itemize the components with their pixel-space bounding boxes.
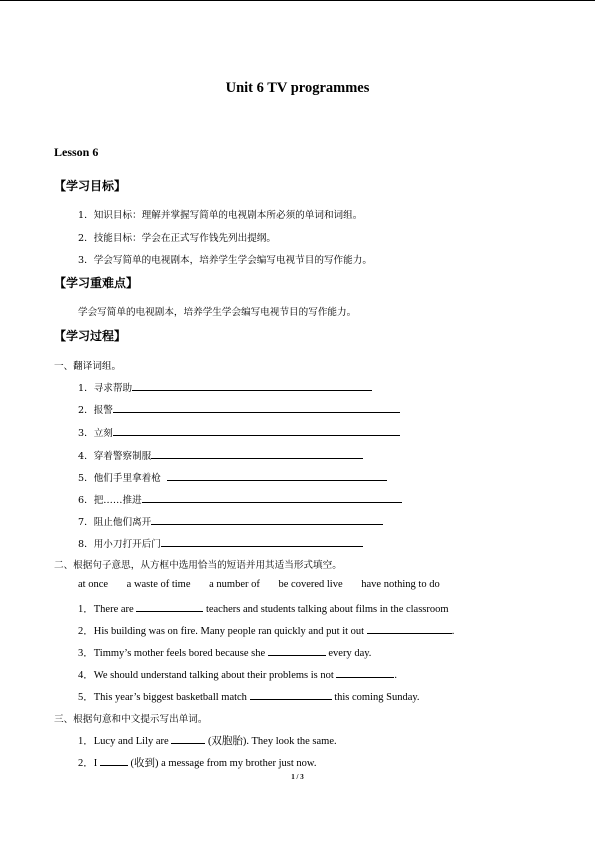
page-title: Unit 6 TV programmes (225, 80, 370, 96)
part1-item: 7．阻止他们离开 (78, 514, 383, 528)
phrase-option: have nothing to do (361, 579, 440, 590)
goal-item: 2．技能目标：学会在正式写作钱先列出提纲。 (78, 233, 276, 244)
answer-blank[interactable] (268, 645, 326, 656)
part3-item: 2．I (收到) a message from my brother just now. (78, 755, 316, 770)
part2-title: 二、根据句子意思，从方框中选用恰当的短语并用其适当形式填空。 (54, 560, 342, 571)
part1-item: 1．寻求帮助 (78, 380, 372, 394)
answer-blank[interactable] (151, 448, 363, 459)
part2-item: 2．His building was on fire. Many people ran quickly and put it out . (78, 623, 454, 638)
goals-header: 【学习目标】 (54, 179, 127, 193)
answer-blank[interactable] (167, 470, 387, 481)
goal-item: 3．学会写简单的电视剧本，培养学生学会编写电视节目的写作能力。 (78, 255, 372, 266)
answer-blank[interactable] (161, 536, 363, 547)
part2-item: 3．Timmy’s mother feels bored because she every day. (78, 645, 371, 660)
part1-item: 8．用小刀打开后门 (78, 536, 363, 550)
answer-blank[interactable] (113, 402, 400, 413)
lesson-heading: Lesson 6 (54, 145, 99, 159)
answer-blank[interactable] (367, 623, 452, 634)
answer-blank[interactable] (142, 492, 402, 503)
process-header: 【学习过程】 (54, 329, 127, 343)
answer-blank[interactable] (250, 689, 332, 700)
part2-item: 5．This year’s biggest basketball match this coming Sunday. (78, 689, 420, 704)
answer-blank[interactable] (100, 755, 128, 766)
answer-blank[interactable] (151, 514, 383, 525)
part1-item: 4．穿着警察制服 (78, 448, 363, 462)
part2-item: 1．There are teachers and students talking about films in the classroom (78, 601, 449, 616)
phrase-option: a waste of time (126, 579, 191, 590)
part1-title: 一、翻译词组。 (54, 361, 122, 372)
focus-text: 学会写简单的电视剧本，培养学生学会编写电视节目的写作能力。 (78, 307, 357, 318)
part1-item: 3．立刻 (78, 425, 400, 439)
part1-item: 6．把……推进 (78, 492, 402, 506)
part1-item: 2．报警 (78, 402, 400, 416)
answer-blank[interactable] (171, 733, 205, 744)
part1-item: 5．他们手里拿着枪 (78, 470, 387, 484)
answer-blank[interactable] (136, 601, 203, 612)
phrase-option: be covered live (278, 579, 343, 590)
part2-item: 4．We should understand talking about their problems is not . (78, 667, 397, 682)
phrase-option: a number of (209, 579, 260, 590)
goal-item: 1．知识目标：理解并掌握写简单的电视剧本所必须的单词和词组。 (78, 210, 363, 221)
phrase-box (78, 579, 456, 590)
page-number: 1 / 3 (291, 773, 304, 781)
focus-header: 【学习重难点】 (54, 276, 139, 290)
answer-blank[interactable] (132, 380, 372, 391)
answer-blank[interactable] (336, 667, 394, 678)
part3-title: 三、根据句意和中文提示写出单词。 (54, 714, 208, 725)
phrase-option: at once (78, 579, 109, 590)
page-top-rule (0, 0, 595, 1)
part3-item: 1．Lucy and Lily are (双胞胎). They look the same. (78, 733, 337, 748)
answer-blank[interactable] (113, 425, 400, 436)
